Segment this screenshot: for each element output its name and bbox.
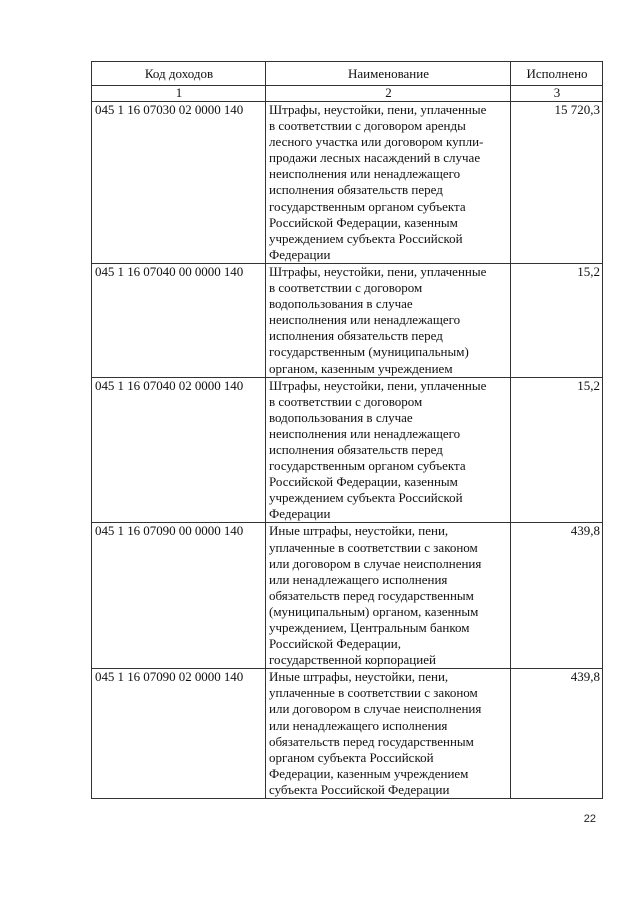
- revenue-name-line: Штрафы, неустойки, пени, уплаченные: [269, 102, 487, 117]
- revenue-name-line: водопользования в случае: [269, 409, 413, 425]
- revenue-name-line: продажи лесных насаждений в случае: [269, 150, 481, 166]
- revenue-name-line: обязательств перед государственным: [269, 587, 474, 603]
- revenue-name-line: государственным органом субъекта: [269, 198, 466, 214]
- revenue-name-line: органом, казенным учреждением: [269, 360, 453, 376]
- revenue-code-cell: 045 1 16 07040 02 0000 140: [92, 377, 266, 523]
- column-number-2: 2: [266, 86, 511, 102]
- revenue-name-line: или договором в случае неисполнения: [269, 555, 482, 571]
- revenue-name-line: Федерации: [269, 506, 331, 522]
- revenue-name-line: Иные штрафы, неустойки, пени,: [269, 669, 449, 685]
- revenue-name-line: государственной корпорацией: [269, 652, 436, 668]
- revenue-name-line: государственным (муниципальным): [269, 344, 469, 360]
- table-row: [92, 377, 603, 523]
- revenue-name-line: исполнения обязательств перед: [269, 182, 443, 198]
- revenue-name-line: Иные штрафы, неустойки, пени,: [269, 523, 449, 539]
- table-row: [92, 102, 603, 264]
- column-number-1: 1: [92, 86, 266, 102]
- revenue-name-line: в соответствии с договором: [269, 280, 423, 296]
- revenue-name-line: государственным органом субъекта: [269, 458, 466, 474]
- revenue-name-line: неисполнения или ненадлежащего: [269, 425, 461, 441]
- revenue-code-cell: 045 1 16 07090 02 0000 140: [92, 669, 266, 799]
- revenue-name-cell: [266, 102, 511, 264]
- revenue-code-cell: 045 1 16 07030 02 0000 140: [92, 102, 266, 264]
- revenue-name-line: Федерации: [269, 246, 331, 262]
- table-row: [92, 669, 603, 799]
- revenue-name-line: (муниципальным) органом, казенным: [269, 603, 479, 619]
- executed-amount-cell: 439,8: [511, 669, 603, 799]
- executed-amount-cell: 439,8: [511, 523, 603, 669]
- revenue-name-line: субъекта Российской Федерации: [269, 781, 450, 797]
- revenue-name-line: учреждением субъекта Российской: [269, 490, 463, 506]
- revenue-code-cell: 045 1 16 07090 00 0000 140: [92, 523, 266, 669]
- page-number: 22: [583, 813, 596, 825]
- revenue-name-line: уплаченные в соответствии с законом: [269, 539, 478, 555]
- revenue-name-line: учреждением, Центральным банком: [269, 620, 470, 635]
- table-row: [92, 523, 603, 669]
- executed-amount-cell: 15 720,3: [511, 102, 603, 264]
- revenue-name-line: уплаченные в соответствии с законом: [269, 685, 478, 701]
- header-name: Наименование: [266, 62, 511, 86]
- revenue-name-line: в соответствии с договором: [269, 393, 423, 409]
- column-number-3: 3: [511, 86, 603, 102]
- header-executed: Исполнено: [511, 62, 603, 86]
- column-number-row: [92, 86, 603, 102]
- executed-amount-cell: 15,2: [511, 263, 603, 377]
- revenue-name-line: исполнения обязательств перед: [269, 328, 443, 344]
- revenue-name-line: Федерации, казенным учреждением: [269, 765, 469, 781]
- revenue-code-cell: 045 1 16 07040 00 0000 140: [92, 263, 266, 377]
- revenue-name-line: или ненадлежащего исполнения: [269, 717, 448, 733]
- revenue-name-line: неисполнения или ненадлежащего: [269, 166, 461, 182]
- revenue-name-line: или договором в случае неисполнения: [269, 701, 482, 717]
- revenue-name-line: Российской Федерации,: [269, 636, 401, 652]
- revenue-name-line: или ненадлежащего исполнения: [269, 571, 448, 587]
- executed-amount-cell: 15,2: [511, 377, 603, 523]
- revenue-name-line: Штрафы, неустойки, пени, уплаченные: [269, 377, 487, 393]
- revenue-name-cell: [266, 377, 511, 523]
- revenue-name-line: органом субъекта Российской: [269, 749, 434, 765]
- header-code: Код доходов: [92, 62, 266, 86]
- revenue-name-cell: [266, 523, 511, 669]
- revenue-name-line: обязательств перед государственным: [269, 733, 474, 749]
- revenue-name-line: водопользования в случае: [269, 296, 413, 312]
- revenue-name-line: Российской Федерации, казенным: [269, 214, 458, 230]
- revenue-name-line: Российской Федерации, казенным: [269, 474, 458, 490]
- revenue-name-line: исполнения обязательств перед: [269, 441, 443, 457]
- revenue-name-cell: [266, 263, 511, 377]
- header-row: [92, 62, 603, 86]
- revenue-name-line: неисполнения или ненадлежащего: [269, 312, 461, 328]
- revenue-name-line: Штрафы, неустойки, пени, уплаченные: [269, 263, 487, 279]
- revenue-name-line: в соответствии с договором аренды: [269, 118, 466, 134]
- revenue-name-line: учреждением субъекта Российской: [269, 230, 463, 246]
- revenue-name-line: лесного участка или договором купли-: [269, 134, 484, 150]
- revenue-name-cell: [266, 669, 511, 799]
- table-row: [92, 263, 603, 377]
- revenue-table: [91, 61, 603, 799]
